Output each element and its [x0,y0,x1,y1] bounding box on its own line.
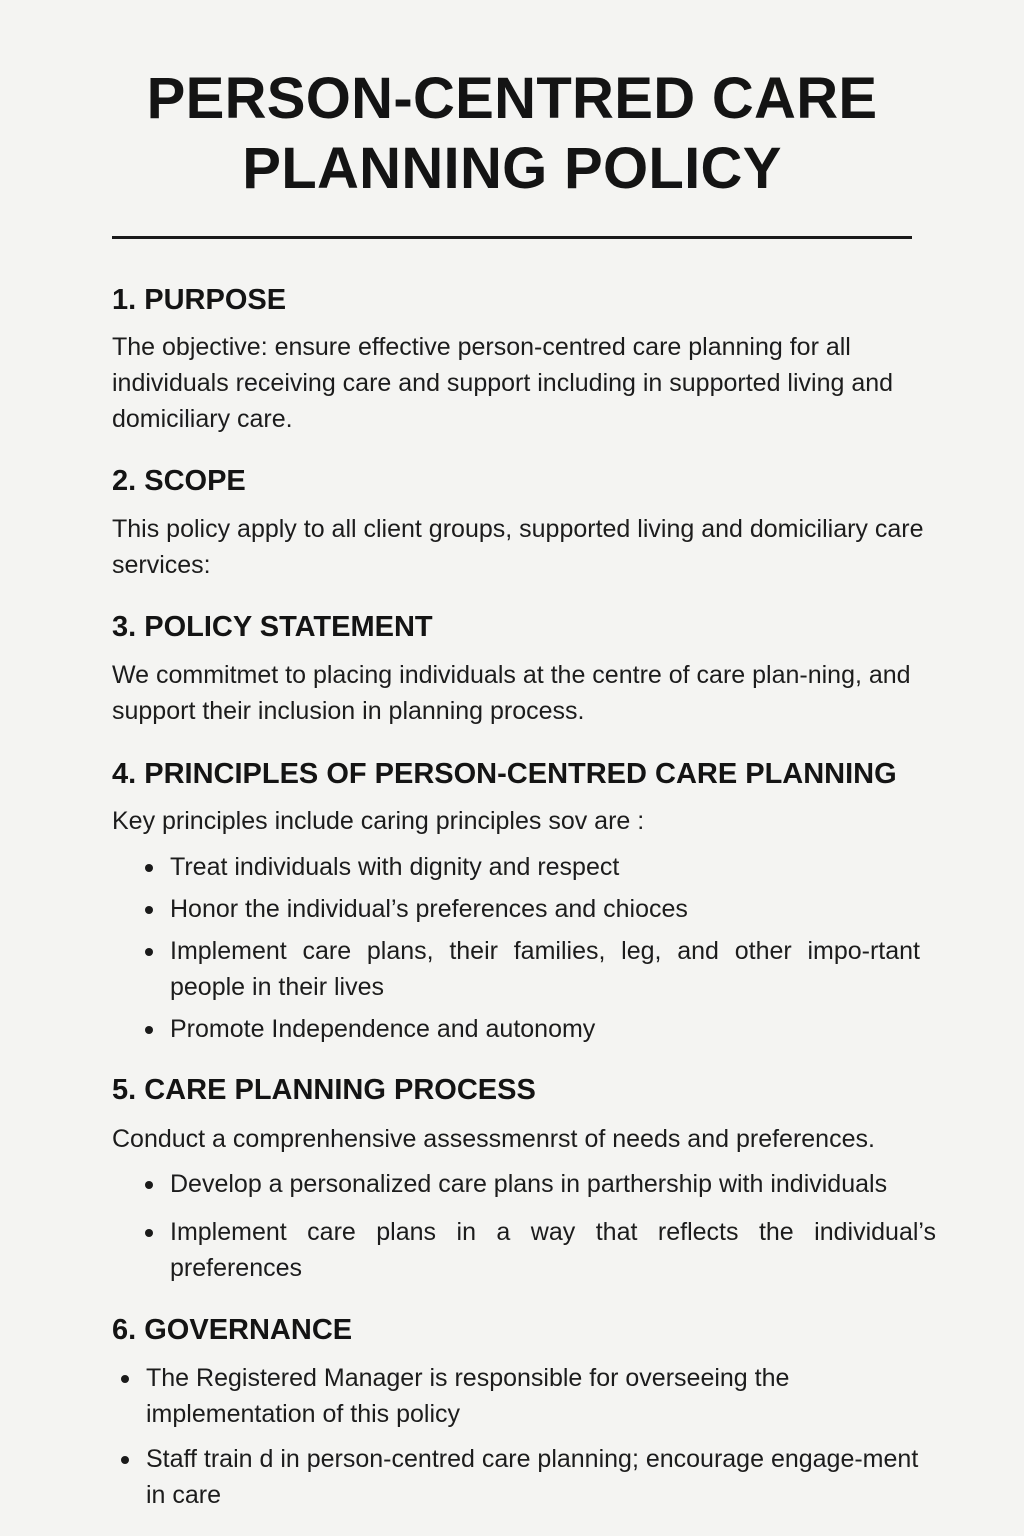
list-item-text: Honor the individual’s preferences and chioces [170,895,688,923]
section-heading-care-planning-process: 5. CARE PLANNING PROCESS [112,1074,536,1106]
list-item-text: Implement care plans in a way that reflects the individual’s preferences [170,1218,936,1282]
list-item [170,1011,930,1047]
list-item-text: Promote Independence and autonomy [170,1015,596,1043]
list-item-text: Develop a personalized care plans in parthership with individuals [170,1170,888,1198]
list-item-text: Treat individuals with dignity and respect [170,853,620,881]
section-heading-purpose: 1. PURPOSE [112,284,287,316]
bullet-icon [121,1456,129,1464]
list-item [170,891,930,927]
bullet-icon [145,1229,153,1237]
title-divider [112,236,912,239]
bullet-icon [145,1026,153,1034]
list-item [170,1214,936,1286]
bullet-icon [145,948,153,956]
bullet-icon [121,1375,129,1383]
section-text-care-planning-process: Conduct a comprenhensive assessmenrst of needs and preferences. [112,1125,875,1153]
list-item-text: The Registered Manager is responsible for overseeing the implementation of this policy [146,1364,790,1428]
list-item-text: Staff train d in person-centred care planning; encourage engage-ment in care [146,1445,919,1509]
bullet-icon [145,864,153,872]
list-item [170,1166,970,1202]
title-line-2: PLANNING POLICY [242,136,782,201]
section-text-purpose: The objective: ensure effective person-centred care planning for all individuals receiving care and support including in supported living and domiciliary care. [112,333,894,433]
list-item [146,1441,936,1513]
section-heading-policy-statement: 3. POLICY STATEMENT [112,611,433,643]
list-item [170,849,930,885]
list-item-text: Implement care plans, their families, leg, and other impo-rtant people in their lives [170,937,920,1001]
title-line-1: PERSON-CENTRED CARE [146,66,878,131]
bullet-icon [145,1181,153,1189]
page-title [60,64,964,204]
list-item [170,933,920,1005]
section-text-principles: Key principles include caring principles sov are : [112,807,645,835]
section-text-scope: This policy apply to all client groups, supported living and domiciliary care services: [112,515,924,579]
list-item [146,1360,846,1432]
section-heading-scope: 2. SCOPE [112,465,246,497]
section-heading-governance: 6. GOVERNANCE [112,1314,353,1346]
section-heading-principles: 4. PRINCIPLES OF PERSON-CENTRED CARE PLANNING [112,758,897,790]
section-text-policy-statement: We commitmet to placing individuals at the centre of care plan-ning, and support their inclusion in planning process. [112,661,911,725]
bullet-icon [145,906,153,914]
